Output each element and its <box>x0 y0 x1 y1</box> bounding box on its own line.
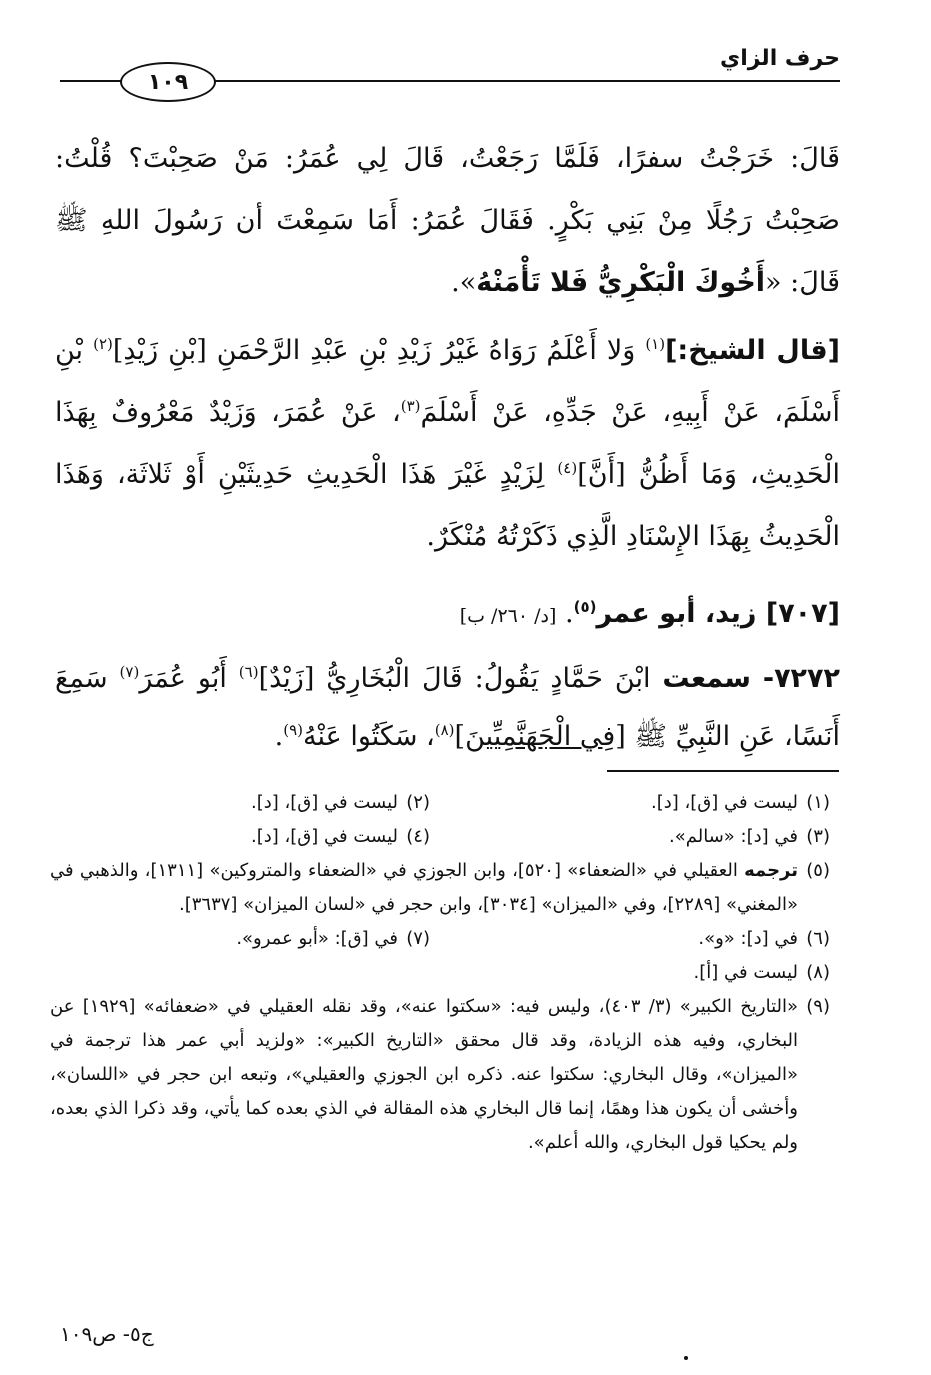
footnote-ref-5: (٥) <box>573 598 597 616</box>
paragraph-2: [قال الشيخ:]$^{(١)}$ وَلا أَعْلَمُ رَوَاهُ غَيْرُ زَيْدِ بْنِ عَبْدِ الرَّحْمَنِ [بْنِ زَيْدِ]$^{(٢)}$ بْنِ أَسْلَمَ، عَنْ أَبِيهِ، عَنْ جَدِّهِ، عَنْ أَسْلَمَ$^{(٣)}$، عَنْ عُمَرَ، وَزَيْدٌ مَعْرُوفٌ بِهَذَا الْحَدِيثِ، وَمَا أَظُنُّ [أَنَّ]$^{(٤)}$ لِزَيْدٍ غَيْرَ هَذَا الْحَدِيثِ حَدِيثَيْنِ أَوْ ثَلاثَة، وَهَذَا الْحَدِيثُ بِهَذَا الإِسْنَادِ الَّذِي ذَكَرْتُهُ مُنْكَرٌ. <box>55 335 841 552</box>
footnote-row <box>50 820 830 854</box>
entry-heading: [٧٠٧] زيد، أبو عمر$^{(٥)}$. [د/ ٢٦٠/ ب] <box>459 598 840 629</box>
page-number: ١٠٩ <box>120 62 216 102</box>
sami3t-word: سمعت <box>662 663 751 694</box>
footnote-ref-8: (٨) <box>434 721 455 739</box>
underlined-addition: [فِي الْجَهَنَّمِيِّينَ] <box>454 721 626 752</box>
chapter-title: حرف الزاي <box>720 46 840 71</box>
footnote-7: (٧)في [ق]: «أبو عمرو». <box>236 928 430 949</box>
entry-title: [٧٠٧] زيد، أبو عمر <box>596 598 840 629</box>
manuscript-ref: [د/ ٢٦٠/ ب] <box>459 605 557 627</box>
footnote-5: (٥) ترجمه العقيلي في «الضعفاء» [٥٢٠]، وابن الجوزي في «الضعفاء والمتروكين» [١٣١١]، والذهبي في «المغني» [٢٢٨٩]، وفي «الميزان» [٣٠٣٤]، وابن حجر في «لسان الميزان» [٣٦٣٧]. <box>50 860 830 915</box>
hadith-number: ٧٢٧٢- <box>762 663 840 694</box>
page-signature: ج٥- ص١٠٩ <box>60 1322 154 1346</box>
footnotes <box>50 786 830 1160</box>
footnote-row <box>50 956 830 990</box>
footnote-ref-2: (٢) <box>93 335 113 353</box>
footnote-9: (٩) «التاريخ الكبير» (٣/ ٤٠٣)، وليس فيه: «سكتوا عنه»، وقد نقله العقيلي في «ضعفائه» [١٩٢٩] عن البخاري، وفيه هذه الزيادة، وقد قال محقق «التاريخ الكبير»: «ولزيد أبي عمر هذا ترجمة في «الميزان»، وقال البخاري: سكتوا عنه. ذكره ابن الجوزي والعقيلي»، وتبعه ابن حجر في «اللسان»، وأخشى أن يكون هذا وهمًا، إنما قال البخاري هذه المقالة في الذي بعده كما يأتي، وقد ذكرا الذي بعده، ولم يحكيا قول البخاري، والله أعلم». <box>50 996 830 1153</box>
stray-dot <box>684 1356 688 1360</box>
main-text <box>55 128 840 574</box>
running-header <box>60 40 840 100</box>
paragraph-1: قَالَ: خَرَجْتُ سفرًا، فَلَمَّا رَجَعْتُ، قَالَ لِي عُمَرُ: مَنْ صَحِبْتَ؟ قُلْتُ: صَحِبْتُ رَجُلًا مِنْ بَنِي بَكْرٍ. فَقَالَ عُمَرُ: أَمَا سَمِعْتَ أن رَسُولَ اللهِ ﷺ قَالَ: «أَخُوكَ الْبَكْرِيُّ فَلا تَأْمَنْهُ». <box>55 143 840 298</box>
hadith-text: ٧٢٧٢- سمعت ابْنَ حَمَّادٍ يَقُولُ: قَالَ الْبُخَارِيُّ [زَيْدٌ]$^{(٦)}$ أَبُو عُمَرَ$^{(٧)}$ سَمِعَ أَنَسًا، عَنِ النَّبِيِّ ﷺ [فِي الْجَهَنَّمِيِّينَ]$^{(٨)}$، سَكَتُوا عَنْهُ$^{(٩)}$. <box>55 663 840 752</box>
footnote-3: (٣)في [د]: «سالم». <box>669 826 830 847</box>
footnote-2: (٢)ليست في [ق]، [د]. <box>250 792 430 813</box>
footnote-row <box>50 922 830 956</box>
footnote-ref-7: (٧) <box>119 663 140 681</box>
prophetic-saying: أَخُوكَ الْبَكْرِيُّ فَلا تَأْمَنْهُ <box>476 267 766 298</box>
footnote-ref-9: (٩) <box>283 721 303 739</box>
footnote-4: (٤)ليست في [ق]، [د]. <box>250 826 430 847</box>
footnote-1: (١)ليست في [ق]، [د]. <box>650 792 830 813</box>
sheikh-label: [قال الشيخ:] <box>665 335 840 366</box>
footnote-6: (٦)في [د]: «و». <box>698 928 830 949</box>
footnote-8: (٨)ليست في [أ]. <box>693 962 830 983</box>
footnote-ref-3: (٣) <box>400 397 421 415</box>
footnote-ref-1: (١) <box>645 335 666 353</box>
footnote-ref-4: (٤) <box>557 459 578 477</box>
footnote-separator <box>607 770 839 772</box>
footnote-ref-6: (٦) <box>238 663 259 681</box>
footnote-row <box>50 786 830 820</box>
